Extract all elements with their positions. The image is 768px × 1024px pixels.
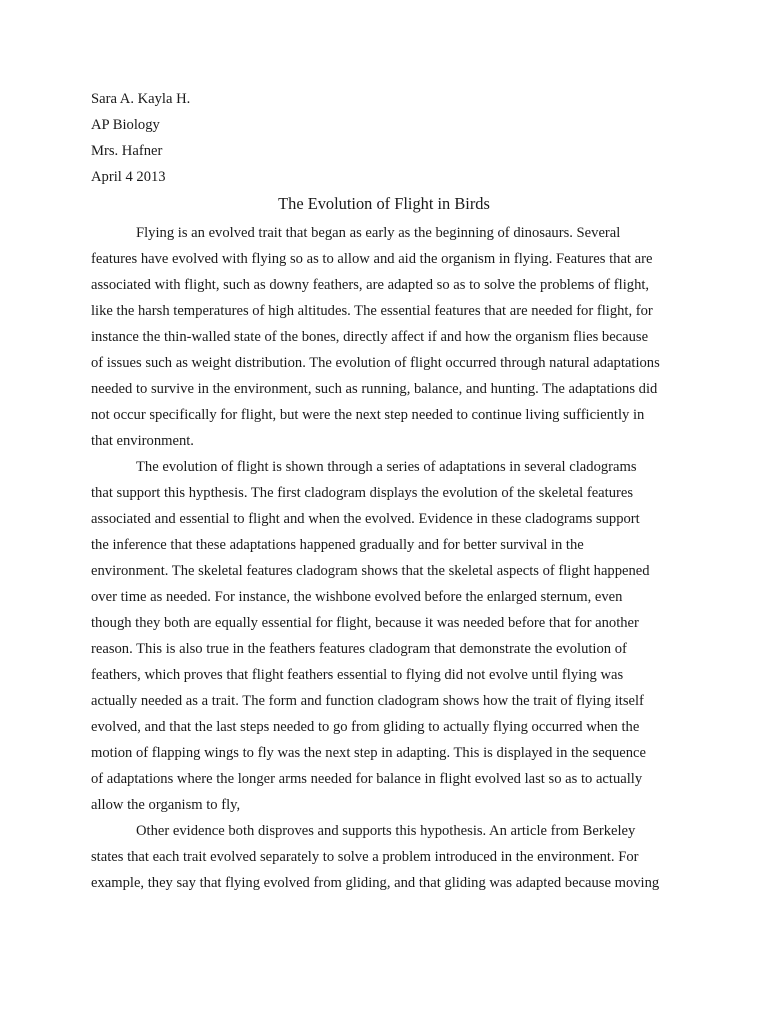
text-line: over time as needed. For instance, the wishbone evolved before the enlarged sternum, even	[91, 589, 623, 605]
author-line: Sara A. Kayla H.	[91, 91, 191, 107]
text-line: environment. The skeletal features cladogram shows that the skeletal aspects of flight happened	[91, 563, 650, 579]
text-line: reason. This is also true in the feathers features cladogram that demonstrate the evolution of	[91, 641, 627, 657]
text-line: associated with flight, such as downy feathers, are adapted so as to solve the problems of flight,	[91, 277, 650, 293]
text-line: of issues such as weight distribution. The evolution of flight occurred through natural adaptations	[91, 355, 660, 371]
text-line: that environment.	[91, 433, 194, 449]
text-line: needed to survive in the environment, such as running, balance, and hunting. The adaptations did	[91, 381, 658, 397]
paragraph	[91, 454, 691, 818]
document-body	[91, 220, 691, 896]
paragraph	[91, 818, 691, 896]
text-line: associated and essential to flight and when the evolved. Evidence in these cladograms support	[91, 511, 640, 527]
text-line: states that each trait evolved separately to solve a problem introduced in the environment. For	[91, 849, 639, 865]
paragraph	[91, 220, 691, 454]
text-line: actually needed as a trait. The form and function cladogram shows how the trait of flying itself	[91, 693, 644, 709]
text-line: that support this hypthesis. The first cladogram displays the evolution of the skeletal features	[91, 485, 634, 501]
text-line: The evolution of flight is shown through a series of adaptations in several cladograms	[136, 459, 637, 475]
text-line: like the harsh temperatures of high altitudes. The essential features that are needed for flight, for	[91, 303, 653, 319]
teacher-line: Mrs. Hafner	[91, 143, 163, 159]
text-line: instance the thin-walled state of the bones, directly affect if and how the organism flies because	[91, 329, 649, 345]
text-line: allow the organism to fly,	[91, 797, 241, 813]
text-line: Other evidence both disproves and supports this hypothesis. An article from Berkeley	[136, 823, 636, 839]
header-block	[91, 86, 190, 190]
text-line: not occur specifically for flight, but were the next step needed to continue living sufficiently in	[91, 407, 645, 423]
text-line: the inference that these adaptations happened gradually and for better survival in the	[91, 537, 584, 553]
text-line: though they both are equally essential for flight, because it was needed before that for another	[91, 615, 639, 631]
document-title: The Evolution of Flight in Birds	[278, 194, 490, 213]
text-line: example, they say that flying evolved from gliding, and that gliding was adapted because moving	[91, 875, 660, 891]
text-line: of adaptations where the longer arms needed for balance in flight evolved last so as to actually	[91, 771, 643, 787]
text-line: feathers, which proves that flight feathers essential to flying did not evolve until flying was	[91, 667, 624, 683]
course-line: AP Biology	[91, 117, 160, 133]
text-line: motion of flapping wings to fly was the next step in adapting. This is displayed in the sequence	[91, 745, 647, 761]
text-line: features have evolved with flying so as to allow and aid the organism in flying. Features that are	[91, 251, 653, 267]
text-line: evolved, and that the last steps needed to go from gliding to actually flying occurred when the	[91, 719, 640, 735]
text-line: Flying is an evolved trait that began as early as the beginning of dinosaurs. Several	[136, 225, 621, 241]
date-line: April 4 2013	[91, 169, 166, 185]
